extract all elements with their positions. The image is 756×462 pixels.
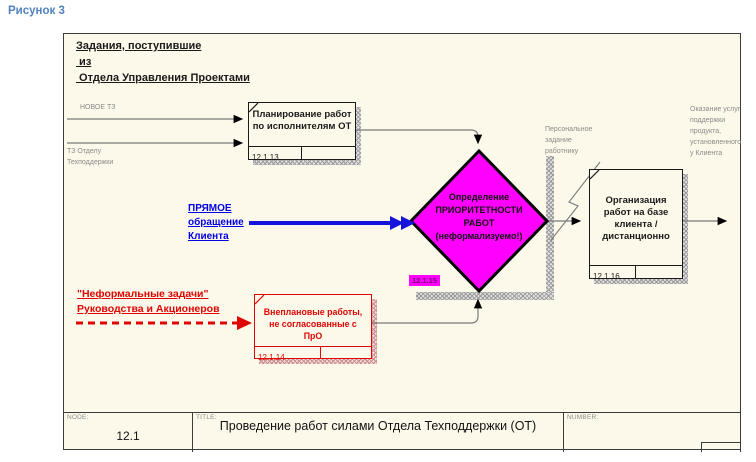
plan-box [248,102,356,160]
direct-client-callout: ПРЯМОЕ обращение Клиента [188,203,244,242]
organize-box [589,169,683,279]
input-label-new-tz: НОВОЕ ТЗ [80,104,116,111]
plan-box-noderow [249,146,355,162]
red-arrowhead [237,316,252,330]
node-cell [64,413,193,452]
informal-tasks-callout: "Неформальные задачи" Руководства и Акционеров [77,288,220,315]
unplanned-box-noderow [255,346,371,362]
heading-line: Задания, поступившие [76,40,202,52]
number-inner-box [701,442,741,452]
heading-line: Отдела Управления Проектами [76,72,250,84]
organize-box-node: 12.1.16 [593,272,620,281]
diagram-frame [63,33,741,450]
corner-fold-icon [590,170,600,180]
unplanned-box-title: Внеплановые работы, не согласованные с ПрО [263,307,363,341]
priority-diamond-label: Определение ПРИОРИТЕТНОСТИ РАБОТ (неформализуемо!) [435,192,523,241]
footer-bar [64,412,740,451]
diamond-node-badge: 12.1.15 [409,275,440,286]
heading-line: из [76,56,92,68]
arrow-unplanned-to-diamond [372,300,478,323]
plan-box-node: 12.1.13 [252,153,279,162]
input-label-tz-dept: ТЗ Отделу Техподдержки [67,148,114,166]
organize-box-title: Организация работ на базе клиента / дистанционно [602,195,670,242]
number-cell [564,413,742,452]
unplanned-box [254,294,372,362]
title-cell [193,413,564,452]
node-label: NODE: [67,414,89,421]
title-label: TITLE: [196,414,217,421]
plan-box-title: Планирование работ по исполнителям ОТ [252,109,352,132]
figure-caption: Рисунок 3 [8,5,65,17]
organize-box-noderow [590,265,682,281]
node-value: 12.1 [116,429,140,443]
number-label: NUMBER: [567,414,599,421]
personal-task-annotation: Персональное задание работнику [545,126,593,155]
diagram-heading [76,38,250,86]
unplanned-box-node: 12.1.14 [258,353,285,362]
arrow-plan-to-diamond [356,130,478,143]
output-annotation: Оказание услуг поддержки продукта, установленного у Клиента [690,106,742,157]
corner-fold-icon [249,103,259,113]
corner-fold-icon [255,295,265,305]
title-value: Проведение работ силами Отдела Техподдержки (ОТ) [219,419,537,433]
